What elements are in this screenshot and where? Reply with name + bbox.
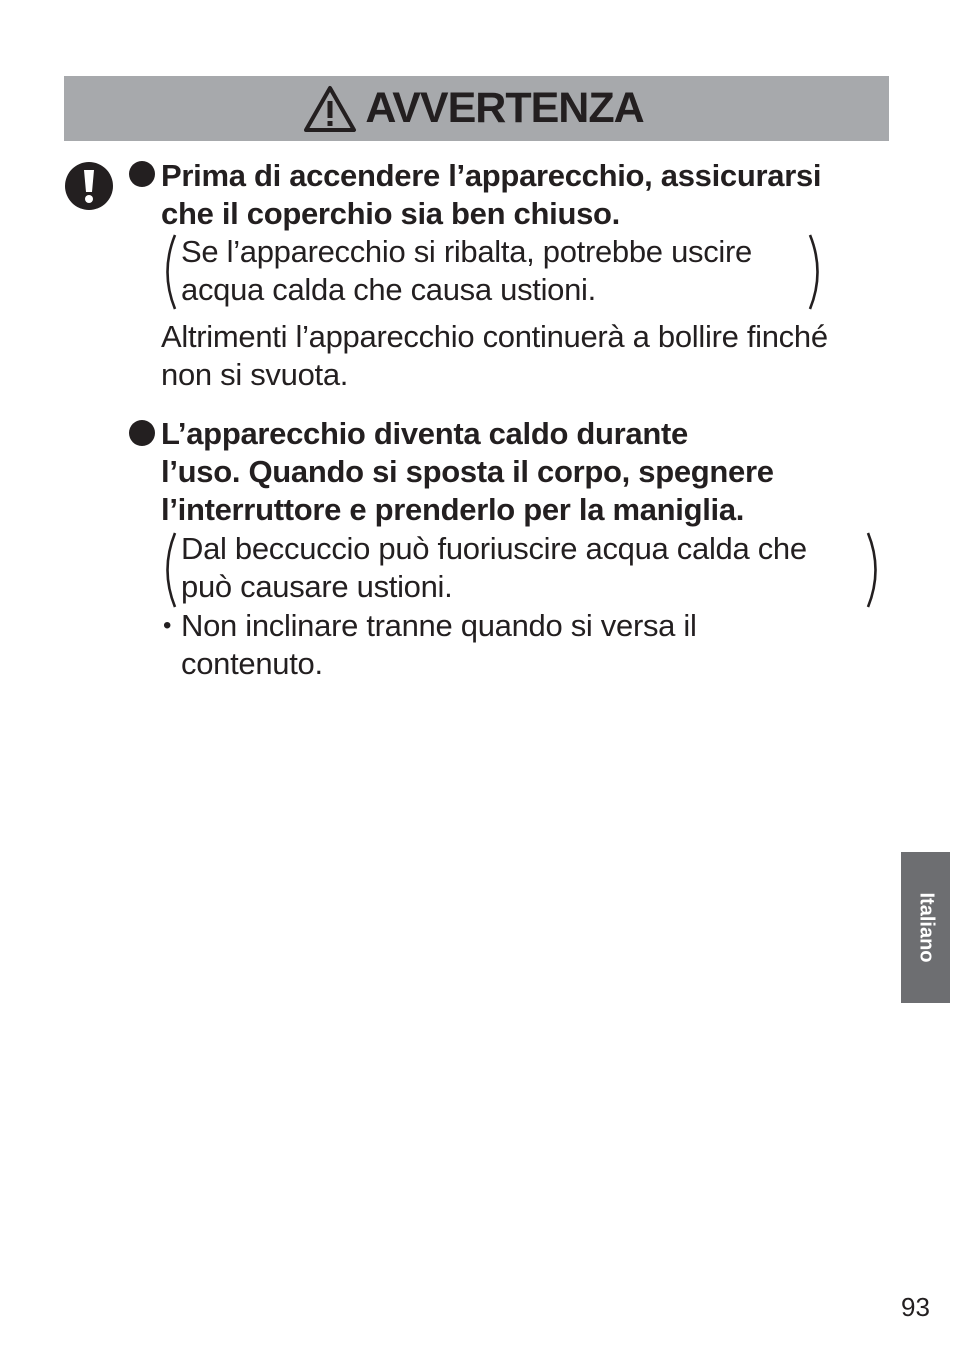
section2-heading-line: L’apparecchio diventa caldo durante — [161, 416, 688, 451]
warning-triangle-icon — [303, 85, 357, 133]
section1-heading-line: che il coperchio sia ben chiuso. — [161, 196, 620, 231]
section2-heading — [161, 415, 901, 529]
section2-paren-line: Dal beccuccio può fuoriuscire acqua calda che — [181, 531, 807, 566]
language-tab — [901, 852, 950, 1003]
section1-paren-line: Se l’apparecchio si ribalta, potrebbe uscire — [181, 234, 752, 269]
section1-extra-line: non si svuota. — [161, 357, 349, 392]
left-paren — [155, 232, 181, 312]
left-paren — [155, 530, 181, 610]
right-paren — [804, 232, 830, 312]
section2-heading-line: l’interruttore e prenderlo per la maniglia. — [161, 492, 745, 527]
mandatory-exclamation-icon — [64, 161, 114, 211]
section1-bullet — [129, 161, 155, 187]
section2-paren-line: può causare ustioni. — [181, 569, 453, 604]
section1-heading — [161, 157, 901, 233]
right-paren — [862, 530, 888, 610]
section2-note-line: contenuto. — [181, 646, 323, 681]
language-tab-label: Italiano — [915, 892, 938, 963]
section2-bullet — [129, 420, 155, 446]
page-number: 93 — [901, 1292, 930, 1322]
section2-paren-text — [181, 530, 807, 606]
section1-paren-line: acqua calda che causa ustioni. — [181, 272, 596, 307]
section2-note-text — [181, 607, 697, 683]
section1-extra-line: Altrimenti l’apparecchio continuerà a bollire finché — [161, 319, 828, 354]
banner-title: AVVERTENZA — [365, 84, 644, 132]
warning-banner — [64, 76, 889, 141]
section1-paren-text — [181, 233, 752, 309]
section1-heading-line: Prima di accendere l’apparecchio, assicurarsi — [161, 158, 822, 193]
section2-note-bullet: • — [163, 612, 172, 639]
section2-note-line: Non inclinare tranne quando si versa il — [181, 608, 697, 643]
section2-heading-line: l’uso. Quando si sposta il corpo, spegnere — [161, 454, 774, 489]
section1-extra-text — [161, 318, 828, 394]
